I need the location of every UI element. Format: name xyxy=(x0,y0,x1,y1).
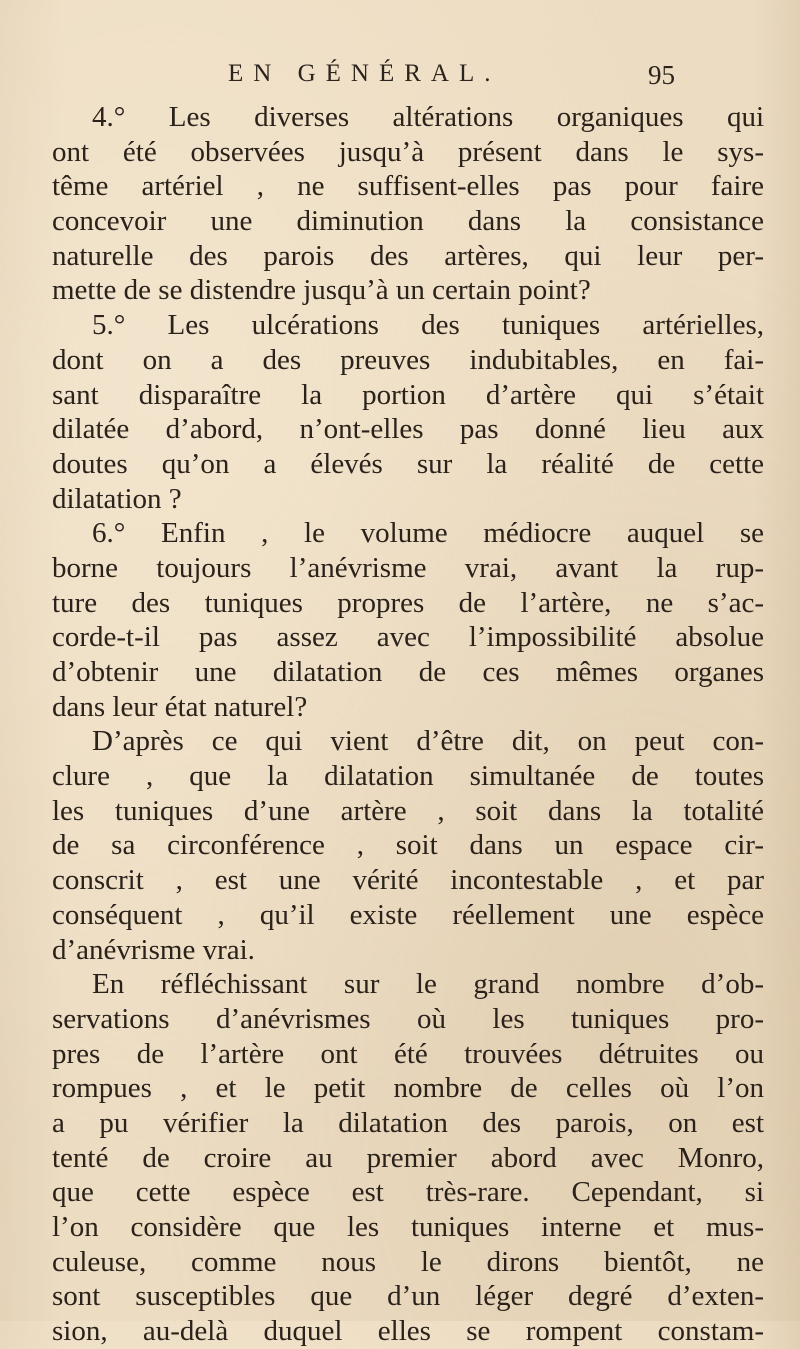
text-line: En réfléchissant sur le grand nombre d’ob- xyxy=(92,968,764,1001)
text-line: servations d’anévrismes où les tuniques pro- xyxy=(52,1002,764,1035)
text-line: naturelle des parois des artères, qui leur per- xyxy=(52,239,764,272)
text-line: tenté de croire au premier abord avec Monro, xyxy=(52,1141,764,1174)
text-line: clure , que la dilatation simultanée de toutes xyxy=(52,760,764,793)
text-line: corde-t-il pas assez avec l’impossibilité absolue xyxy=(52,621,764,654)
body-text xyxy=(52,100,764,1349)
page-number: 95 xyxy=(648,60,675,90)
running-head xyxy=(0,60,800,100)
text-line: concevoir une diminution dans la consistance xyxy=(52,205,764,238)
text-line: d’obtenir une dilatation de ces mêmes organes xyxy=(52,656,764,688)
text-line: a pu vérifier la dilatation des parois, on est xyxy=(52,1106,764,1139)
text-line: culeuse, comme nous le dirons bientôt, ne xyxy=(52,1245,764,1278)
text-line: l’on considère que les tuniques interne et mus- xyxy=(52,1211,764,1243)
text-line: d’anévrisme vrai. xyxy=(52,933,255,966)
text-line: borne toujours l’anévrisme vrai, avant la rup- xyxy=(52,551,764,584)
text-line: sion, au-delà duquel elles se rompent constam- xyxy=(52,1315,764,1348)
text-line: les tuniques d’une artère , soit dans la totalité xyxy=(52,794,764,827)
text-line: 5.° Les ulcérations des tuniques artérielles, xyxy=(92,309,764,342)
text-line: dilatée d’abord, n’ont-elles pas donné lieu aux xyxy=(52,413,764,446)
text-line: dont on a des preuves indubitables, en fai- xyxy=(52,343,764,376)
text-line: sont susceptibles que d’un léger degré d’exten- xyxy=(52,1280,764,1313)
text-line: 4.° Les diverses altérations organiques qui xyxy=(92,101,764,133)
text-line: conséquent , qu’il existe réellement une espèce xyxy=(52,898,764,931)
text-line: ture des tuniques propres de l’artère, ne s’ac- xyxy=(52,586,764,619)
text-line: rompues , et le petit nombre de celles où l’on xyxy=(52,1072,764,1105)
text-line: D’après ce qui vient d’être dit, on peut con- xyxy=(92,725,764,758)
text-line: dilatation ? xyxy=(52,482,182,515)
text-line: dans leur état naturel? xyxy=(52,690,308,723)
text-line: sant disparaître la portion d’artère qui s’était xyxy=(52,378,764,411)
text-line: tême artériel , ne suffisent-elles pas pour faire xyxy=(52,170,764,203)
text-line: conscrit , est une vérité incontestable , et par xyxy=(52,864,764,897)
text-line: pres de l’artère ont été trouvées détruites ou xyxy=(52,1037,764,1070)
text-line: ont été observées jusqu’à présent dans le sys- xyxy=(52,135,764,168)
text-line: doutes qu’on a élevés sur la réalité de cette xyxy=(52,447,764,480)
running-title: EN GÉNÉRAL. xyxy=(228,60,501,87)
text-line: mette de se distendre jusqu’à un certain point? xyxy=(52,274,591,307)
text-line: que cette espèce est très-rare. Cependant, si xyxy=(52,1176,764,1209)
text-line: de sa circonférence , soit dans un espace cir- xyxy=(52,829,764,862)
text-line: 6.° Enfin , le volume médiocre auquel se xyxy=(92,517,764,550)
